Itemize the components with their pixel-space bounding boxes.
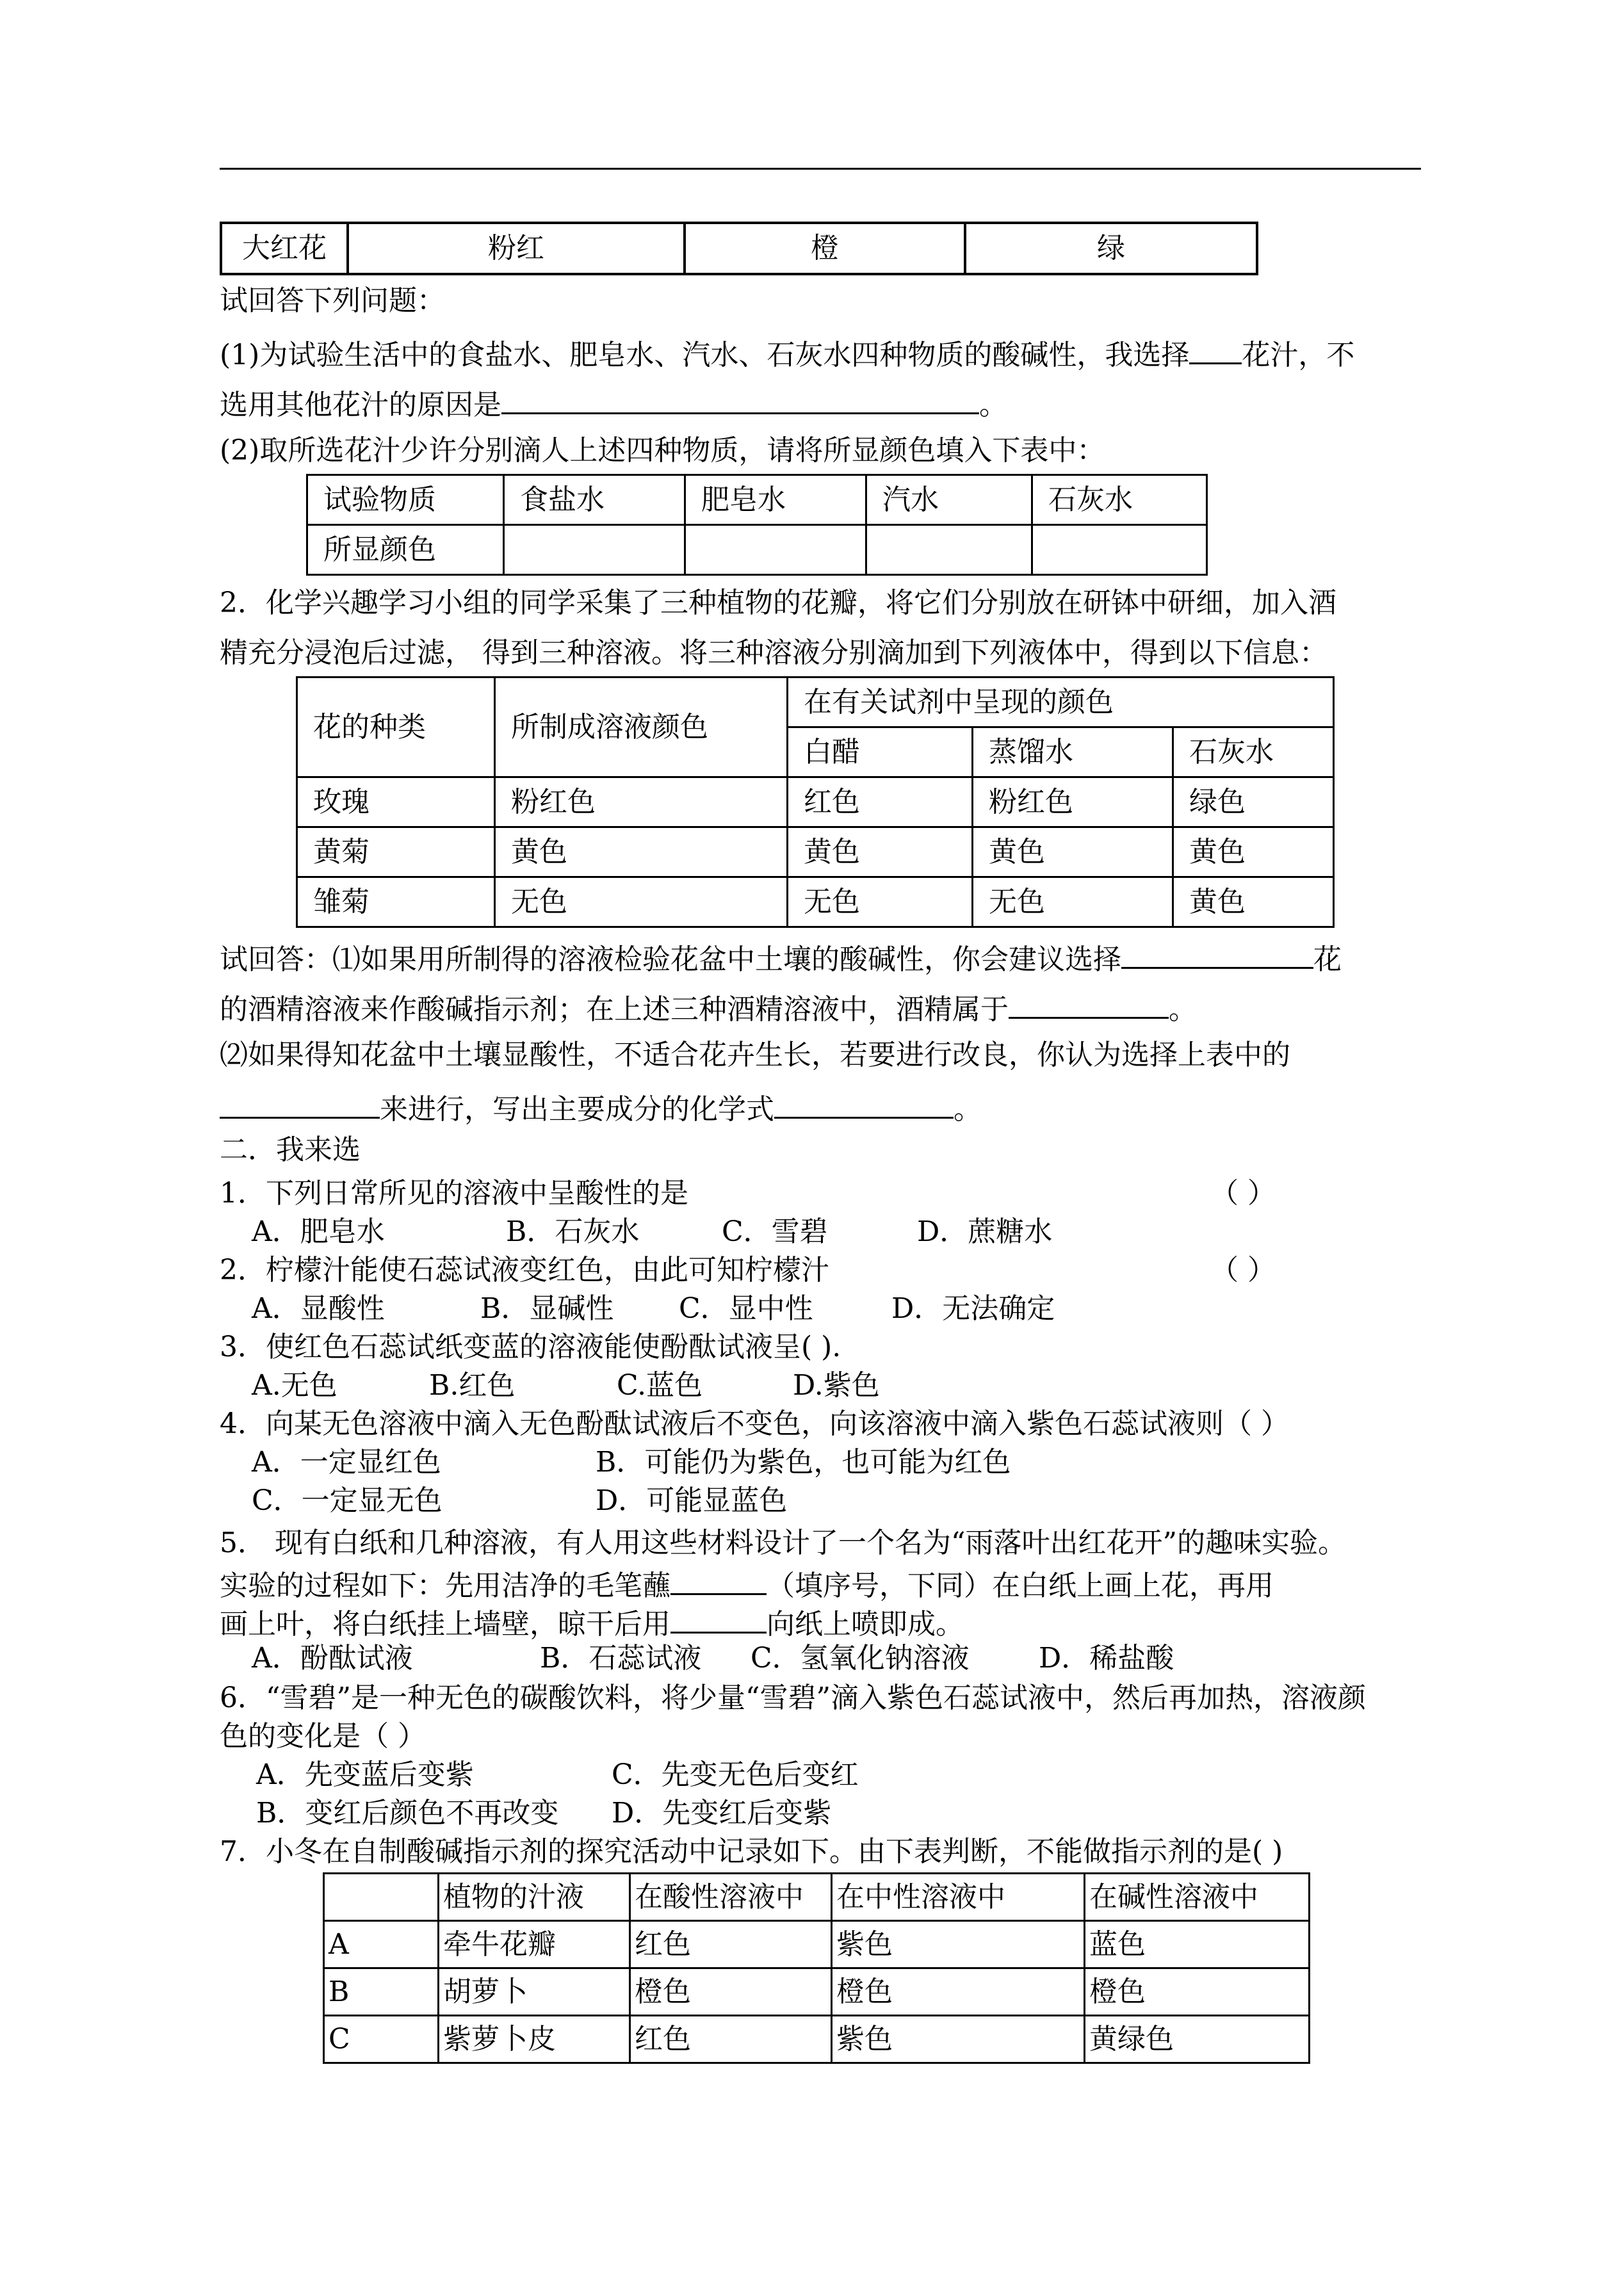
- p2-q1-line-1: 试回答：⑴如果用所制得的溶液检验花盆中土壤的酸碱性，你会建议选择 花: [220, 941, 1342, 974]
- option[interactable]: C．氢氧化钠溶液: [751, 1642, 970, 1675]
- mc5-line-2: 实验的过程如下：先用洁净的毛笔蘸 （填序号，下同）在白纸上画上花，再用: [220, 1568, 1274, 1600]
- table-header: 花的种类: [297, 677, 495, 777]
- table-cell: 无色: [495, 877, 788, 927]
- table-cell: 汽水: [866, 475, 1032, 525]
- table-cell: 橙色: [832, 1968, 1085, 2016]
- table-header: 在碱性溶液中: [1085, 1874, 1310, 1921]
- mc2-stem: 2．柠檬汁能使石蕊试液变红色，由此可知柠檬汁: [220, 1254, 829, 1286]
- table-row: [297, 827, 1334, 877]
- table-header: [324, 1874, 439, 1921]
- table-cell: 蓝色: [1085, 1921, 1310, 1968]
- mc6-line-2: 色的变化是（ ）: [220, 1720, 426, 1753]
- table-cell: A: [324, 1921, 439, 1968]
- table-row: [324, 1968, 1310, 2016]
- option[interactable]: C．先变无色后变红: [612, 1758, 859, 1791]
- header-rule: [220, 168, 1421, 170]
- table-header: 在酸性溶液中: [630, 1874, 832, 1921]
- table-cell: 食盐水: [504, 475, 685, 525]
- table-cell: 牵牛花瓣: [439, 1921, 630, 1968]
- table-cell: 粉红: [348, 223, 685, 274]
- table-cell: 紫色: [832, 2016, 1085, 2063]
- p2-line-1: 2．化学兴趣学习小组的同学采集了三种植物的花瓣，将它们分别放在研钵中研细，加入酒: [220, 587, 1336, 619]
- answer-blank[interactable]: [220, 1091, 380, 1119]
- p2-line-2: 精充分浸泡后过滤， 得到三种溶液。将三种溶液分别滴加到下列液体中，得到以下信息：: [220, 637, 1328, 669]
- option[interactable]: B.红色: [429, 1369, 516, 1402]
- answer-cell[interactable]: [1032, 525, 1207, 575]
- table-cell: C: [324, 2016, 439, 2063]
- mc5-line-1: 5． 现有白纸和几种溶液，有人用这些材料设计了一个名为“雨落叶出红花开”的趣味实验。: [220, 1527, 1346, 1559]
- table-cell: 绿色: [1173, 777, 1334, 827]
- indicator-table: [323, 1872, 1310, 2064]
- q2-line: (2)取所选花汁少许分别滴人上述四种物质，请将所显颜色填入下表中：: [220, 434, 1105, 467]
- table-cell: 绿: [965, 223, 1257, 274]
- table-cell: 红色: [788, 777, 973, 827]
- table-cell: 橙色: [1085, 1968, 1310, 2016]
- section-heading: 二．我来选: [220, 1133, 361, 1166]
- table-cell: 黄菊: [297, 827, 495, 877]
- table-cell: 玫瑰: [297, 777, 495, 827]
- table-cell: 黄色: [495, 827, 788, 877]
- table-header: 所制成溶液颜色: [495, 677, 788, 777]
- table-cell: 黄绿色: [1085, 2016, 1310, 2063]
- table-cell: 红色: [630, 2016, 832, 2063]
- table-cell: 粉红色: [973, 777, 1173, 827]
- answer-blank[interactable]: [670, 1568, 767, 1595]
- p2-q1-line-2: 的酒精溶液来作酸碱指示剂；在上述三种酒精溶液中，酒精属于 。: [220, 991, 1197, 1024]
- option[interactable]: D．先变红后变紫: [612, 1797, 832, 1829]
- table-cell: 红色: [630, 1921, 832, 1968]
- answer-blank[interactable]: [670, 1606, 767, 1634]
- table-cell: 黄色: [788, 827, 973, 877]
- table-header: 石灰水: [1173, 727, 1334, 777]
- option[interactable]: B．变红后颜色不再改变: [256, 1797, 559, 1829]
- mc6-line-1: 6．“雪碧”是一种无色的碳酸饮料，将少量“雪碧”滴入紫色石蕊试液中，然后再加热，溶液颜: [220, 1682, 1366, 1714]
- option[interactable]: C.蓝色: [617, 1369, 703, 1402]
- option[interactable]: C．雪碧: [722, 1215, 828, 1248]
- option[interactable]: B．石蕊试液: [540, 1642, 702, 1675]
- answer-bracket[interactable]: （ ）: [1210, 1177, 1276, 1210]
- table-cell: B: [324, 1968, 439, 2016]
- option[interactable]: C．显中性: [679, 1292, 813, 1325]
- option[interactable]: B．石灰水: [506, 1215, 640, 1248]
- table-cell: 石灰水: [1032, 475, 1207, 525]
- table-row: [297, 777, 1334, 827]
- table-cell: 橙: [685, 223, 965, 274]
- answer-blank[interactable]: [774, 1091, 954, 1119]
- p2-q2-line-2: 来进行，写出主要成分的化学式 。: [220, 1091, 982, 1124]
- option[interactable]: A.无色: [252, 1369, 337, 1402]
- mc1-stem: 1．下列日常所见的溶液中呈酸性的是: [220, 1177, 688, 1210]
- table-row: [324, 2016, 1310, 2063]
- p2-q2-line-1: ⑵如果得知花盆中土壤显酸性，不适合花卉生长，若要进行改良，你认为选择上表中的: [220, 1039, 1290, 1071]
- table-cell: 紫萝卜皮: [439, 2016, 630, 2063]
- mc5-line-3: 画上叶，将白纸挂上墙壁，晾干后用 向纸上喷即成。: [220, 1606, 964, 1639]
- answer-blank[interactable]: [1121, 941, 1313, 969]
- table-row: [297, 877, 1334, 927]
- table-cell: 紫色: [832, 1921, 1085, 1968]
- option[interactable]: A．显酸性: [252, 1292, 385, 1325]
- table-cell: 胡萝卜: [439, 1968, 630, 2016]
- table-header: 在中性溶液中: [832, 1874, 1085, 1921]
- option[interactable]: A．酚酞试液: [252, 1642, 413, 1675]
- table-cell: 无色: [973, 877, 1173, 927]
- table-cell: 肥皂水: [685, 475, 866, 525]
- answer-cell[interactable]: [866, 525, 1032, 575]
- table-cell: 所显颜色: [307, 525, 504, 575]
- flower-table: [296, 676, 1335, 928]
- table-cell: 试验物质: [307, 475, 504, 525]
- table-cell: 橙色: [630, 1968, 832, 2016]
- answer-cell[interactable]: [685, 525, 866, 575]
- table-cell: 黄色: [973, 827, 1173, 877]
- answer-blank[interactable]: [501, 387, 979, 414]
- table-header: 蒸馏水: [973, 727, 1173, 777]
- intro-line: 试回答下列问题：: [220, 284, 445, 317]
- top-color-table: [220, 222, 1258, 275]
- mc4-stem: 4．向某无色溶液中滴入无色酚酞试液后不变色，向该溶液中滴入紫色石蕊试液则（ ）: [220, 1407, 1289, 1440]
- option[interactable]: A．肥皂水: [252, 1215, 385, 1248]
- answer-cell[interactable]: [504, 525, 685, 575]
- mc7-stem: 7．小冬在自制酸碱指示剂的探究活动中记录如下。由下表判断，不能做指示剂的是( ): [220, 1835, 1283, 1868]
- option[interactable]: A．先变蓝后变紫: [256, 1758, 474, 1791]
- option[interactable]: D．可能显蓝色: [596, 1484, 788, 1517]
- mc3-stem: 3．使红色石蕊试纸变蓝的溶液能使酚酞试液呈( ).: [220, 1331, 841, 1363]
- option[interactable]: D．无法确定: [891, 1292, 1055, 1325]
- option[interactable]: B．可能仍为紫色，也可能为红色: [596, 1446, 1011, 1479]
- option[interactable]: B．显碱性: [480, 1292, 614, 1325]
- option[interactable]: C．一定显无色: [252, 1484, 443, 1517]
- q2-color-table: [306, 474, 1208, 576]
- table-cell: 无色: [788, 877, 973, 927]
- q1-line-1: (1)为试验生活中的食盐水、肥皂水、汽水、石灰水四种物质的酸碱性，我选择 花汁，不: [220, 337, 1354, 369]
- option[interactable]: A．一定显红色: [252, 1446, 441, 1479]
- table-cell: 黄色: [1173, 877, 1334, 927]
- option[interactable]: D．稀盐酸: [1039, 1642, 1174, 1675]
- table-header: 植物的汁液: [439, 1874, 630, 1921]
- table-cell: 黄色: [1173, 827, 1334, 877]
- option[interactable]: D．蔗糖水: [917, 1215, 1053, 1248]
- answer-blank[interactable]: [1009, 991, 1169, 1019]
- answer-bracket[interactable]: （ ）: [1210, 1254, 1276, 1286]
- q1-line-2: 选用其他花汁的原因是 。: [220, 387, 1007, 419]
- table-cell: 大红花: [221, 223, 348, 274]
- table-header: 白醋: [788, 727, 973, 777]
- table-cell: 雏菊: [297, 877, 495, 927]
- option[interactable]: D.紫色: [793, 1369, 880, 1402]
- answer-blank[interactable]: [1189, 337, 1242, 364]
- table-cell: 粉红色: [495, 777, 788, 827]
- table-row: [324, 1921, 1310, 1968]
- table-header: 在有关试剂中呈现的颜色: [788, 677, 1334, 727]
